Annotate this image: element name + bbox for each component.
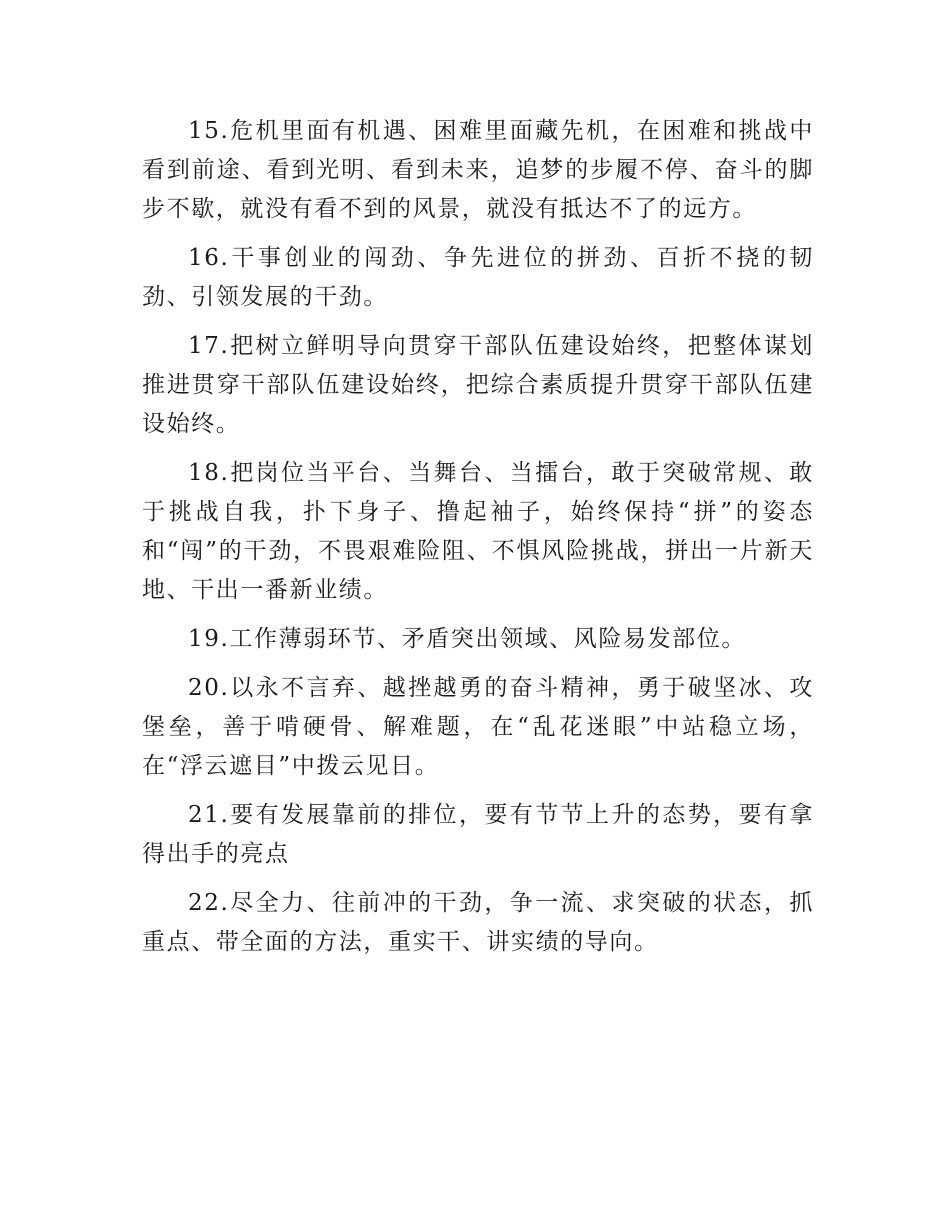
paragraph-20: 20.以永不言弃、越挫越勇的奋斗精神，勇于破坚冰、攻堡垒，善于啃硬骨、解难题，在“乱花迷眼”中站稳立场，在“浮云遮目”中拨云见日。 bbox=[142, 675, 814, 779]
document-body bbox=[142, 112, 814, 972]
paragraph-16: 16.干事创业的闯劲、争先进位的拼劲、百折不挠的韧劲、引领发展的干劲。 bbox=[142, 245, 814, 310]
paragraph-22: 22.尽全力、往前冲的干劲，争一流、求突破的状态，抓重点、带全面的方法，重实干、讲实绩的导向。 bbox=[142, 890, 814, 955]
paragraph-17: 17.把树立鲜明导向贯穿干部队伍建设始终，把整体谋划推进贯穿干部队伍建设始终，把综合素质提升贯穿干部队伍建设始终。 bbox=[142, 333, 814, 437]
paragraph-18: 18.把岗位当平台、当舞台、当擂台，敢于突破常规、敢于挑战自我，扑下身子、撸起袖子，始终保持“拼”的姿态和“闯”的干劲，不畏艰难险阻、不惧风险挑战，拼出一片新天地、干出一番新业绩。 bbox=[142, 460, 814, 603]
paragraph-15: 15.危机里面有机遇、困难里面藏先机，在困难和挑战中看到前途、看到光明、看到未来，追梦的步履不停、奋斗的脚步不歇，就没有看不到的风景，就没有抵达不了的远方。 bbox=[142, 118, 814, 222]
paragraph-21: 21.要有发展靠前的排位，要有节节上升的态势，要有拿得出手的亮点 bbox=[142, 802, 814, 867]
paragraph-19: 19.工作薄弱环节、矛盾突出领域、风险易发部位。 bbox=[188, 626, 746, 652]
